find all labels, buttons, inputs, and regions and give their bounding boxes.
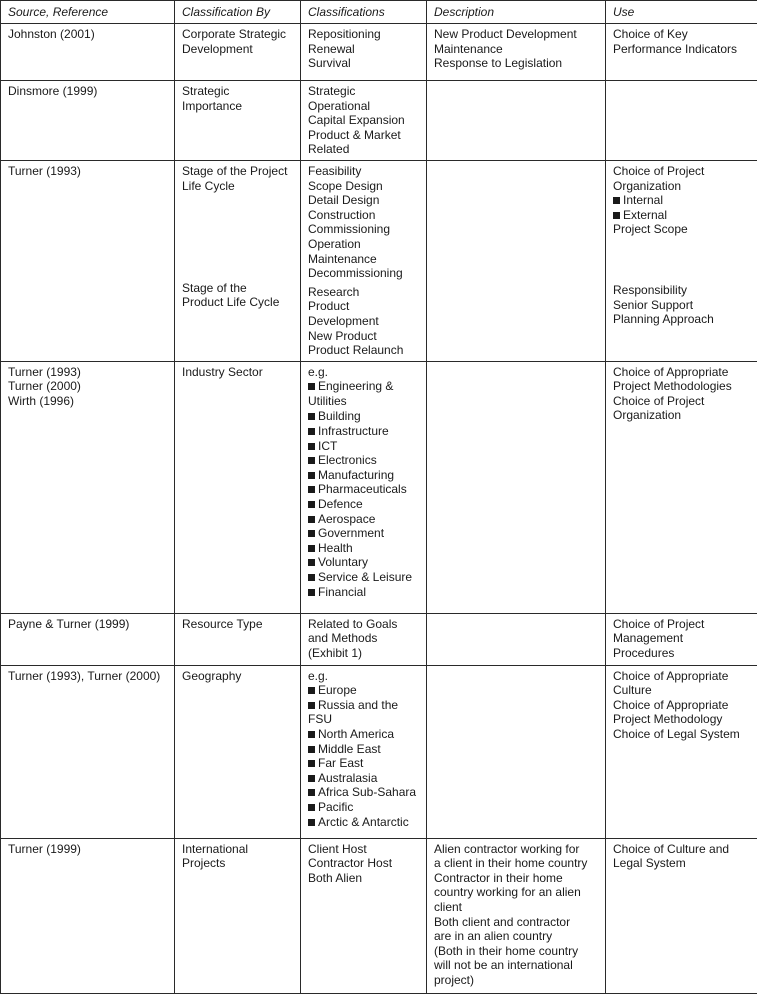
bullet-square-icon: [308, 775, 315, 782]
bullet-square-icon: [308, 789, 315, 796]
classification-by-cell: [175, 81, 301, 161]
use-text: Performance Indicators: [613, 42, 753, 57]
use-cell: [606, 665, 757, 838]
use-bullet-text: Internal: [623, 193, 663, 207]
bullet-item: Arctic & Antarctic: [308, 815, 422, 830]
classification-item: Scope Design: [308, 179, 422, 194]
use-text: Procedures: [613, 646, 753, 661]
classification-item: Contractor Host: [308, 856, 422, 871]
classifications-cell: [301, 24, 427, 81]
classifications-cell: [301, 81, 427, 161]
table-row-dinsmore: [1, 81, 757, 161]
source-text: Johnston (2001): [8, 27, 170, 42]
classification-item: Commissioning: [308, 222, 422, 237]
source-text: Payne & Turner (1999): [8, 617, 170, 632]
bullet-square-icon: [308, 702, 315, 709]
classification-by-cell: [175, 24, 301, 81]
classification-item: Related to Goals: [308, 617, 422, 632]
bullet-square-icon: [308, 443, 315, 450]
classification-item: Capital Expansion: [308, 113, 422, 128]
description-cell: [427, 81, 606, 161]
use-text: Choice of Culture and: [613, 842, 753, 857]
bullet-square-icon: [308, 819, 315, 826]
bullet-square-icon: [308, 559, 315, 566]
description-text: project): [434, 973, 601, 988]
bullet-item: Defence: [308, 497, 422, 512]
use-text: Management: [613, 631, 753, 646]
description-cell: [427, 24, 606, 81]
classification-item: Product: [308, 299, 422, 314]
description-text: Response to Legislation: [434, 56, 601, 71]
classification-item: Construction: [308, 208, 422, 223]
classification-by-cell: [175, 361, 301, 613]
description-cell: [427, 838, 606, 993]
classification-item: Feasibility: [308, 164, 422, 179]
bullet-item: Voluntary: [308, 555, 422, 570]
source-cell: [1, 160, 175, 361]
table-row-turner-1993: [1, 160, 757, 361]
source-cell: [1, 81, 175, 161]
source-text: Wirth (1996): [8, 394, 170, 409]
use-text: Choice of Legal System: [613, 727, 753, 742]
header-source: Source, Reference: [1, 1, 175, 24]
classification-by-text: Life Cycle: [182, 179, 296, 194]
classification-by-text: International: [182, 842, 296, 857]
description-text: client: [434, 900, 601, 915]
source-text: Dinsmore (1999): [8, 84, 170, 99]
bullet-item: Europe: [308, 683, 422, 698]
use-text: Responsibility: [613, 283, 753, 298]
classification-item: Renewal: [308, 42, 422, 57]
bullet-item: Building: [308, 409, 422, 424]
bullet-item: Russia and the: [308, 698, 422, 713]
classification-item: Operational: [308, 99, 422, 114]
classification-by-text: Development: [182, 42, 296, 57]
classifications-cell: [301, 361, 427, 613]
bullet-square-icon: [308, 530, 315, 537]
source-cell: [1, 665, 175, 838]
use-text: Organization: [613, 179, 753, 194]
use-text: Culture: [613, 683, 753, 698]
use-bullet-text: External: [623, 208, 667, 222]
description-text: are in an alien country: [434, 929, 601, 944]
classification-item: and Methods: [308, 631, 422, 646]
bullet-square-icon: [308, 486, 315, 493]
use-cell: [606, 361, 757, 613]
use-text: Senior Support: [613, 298, 753, 313]
source-cell: [1, 24, 175, 81]
header-use: Use: [606, 1, 757, 24]
description-text: New Product Development: [434, 27, 601, 42]
classification-by-cell: [175, 838, 301, 993]
table-row-industry-sector: [1, 361, 757, 613]
bullet-item: Australasia: [308, 771, 422, 786]
classification-item: Repositioning: [308, 27, 422, 42]
bullet-item: Far East: [308, 756, 422, 771]
classification-by-text: Resource Type: [182, 617, 296, 632]
description-text: country working for an alien: [434, 885, 601, 900]
classification-by-text: Importance: [182, 99, 296, 114]
classifications-cell: [301, 160, 427, 361]
bullet-item: North America: [308, 727, 422, 742]
use-text: Project Methodologies: [613, 379, 753, 394]
bullet-continuation: Utilities: [308, 394, 422, 409]
bullet-square-icon: [613, 212, 620, 219]
classification-by-text: Stage of the Project: [182, 164, 296, 179]
bullet-item: Aerospace: [308, 512, 422, 527]
bullet-item: Government: [308, 526, 422, 541]
description-cell: [427, 665, 606, 838]
use-text: Organization: [613, 408, 753, 423]
use-cell: [606, 160, 757, 361]
table-row-johnston: [1, 24, 757, 81]
use-cell: [606, 838, 757, 993]
description-text: Maintenance: [434, 42, 601, 57]
source-cell: [1, 361, 175, 613]
use-text: Choice of Project: [613, 164, 753, 179]
classification-by-cell: [175, 613, 301, 665]
header-classifications: Classifications: [301, 1, 427, 24]
classification-by-text: Strategic: [182, 84, 296, 99]
classification-item: Maintenance: [308, 252, 422, 267]
use-bullet-item: [613, 193, 753, 208]
source-text: Turner (2000): [8, 379, 170, 394]
classifications-cell: [301, 613, 427, 665]
use-text: Choice of Project: [613, 617, 753, 632]
description-text: Both client and contractor: [434, 915, 601, 930]
classification-item: (Exhibit 1): [308, 646, 422, 661]
bullet-square-icon: [308, 545, 315, 552]
source-text: Turner (1993): [8, 164, 170, 179]
bullet-item: Engineering &: [308, 379, 422, 394]
use-cell: [606, 613, 757, 665]
bullet-square-icon: [308, 472, 315, 479]
bullet-square-icon: [308, 760, 315, 767]
source-text: Turner (1993), Turner (2000): [8, 669, 170, 684]
source-text: Turner (1999): [8, 842, 170, 857]
classification-by-text: Stage of the: [182, 281, 296, 296]
bullet-item: Pharmaceuticals: [308, 482, 422, 497]
eg-label: e.g.: [308, 365, 422, 380]
bullet-square-icon: [308, 687, 315, 694]
header-classification-by: Classification By: [175, 1, 301, 24]
table-row-resource-type: [1, 613, 757, 665]
classification-item: Strategic: [308, 84, 422, 99]
bullet-square-icon: [308, 804, 315, 811]
use-text: Choice of Appropriate: [613, 669, 753, 684]
source-cell: [1, 613, 175, 665]
classification-by-text: Corporate Strategic: [182, 27, 296, 42]
table-row-international: [1, 838, 757, 993]
bullet-square-icon: [308, 457, 315, 464]
classification-item: Operation: [308, 237, 422, 252]
classification-item: Detail Design: [308, 193, 422, 208]
bullet-item: ICT: [308, 439, 422, 454]
bullet-continuation: FSU: [308, 712, 422, 727]
classification-item: Survival: [308, 56, 422, 71]
use-cell: [606, 81, 757, 161]
use-text: Choice of Key: [613, 27, 753, 42]
use-text: Choice of Appropriate: [613, 698, 753, 713]
classification-item: New Product: [308, 329, 422, 344]
bullet-item: Africa Sub-Sahara: [308, 785, 422, 800]
classification-by-text: Projects: [182, 856, 296, 871]
eg-label: e.g.: [308, 669, 422, 684]
classifications-cell: [301, 838, 427, 993]
description-text: Alien contractor working for: [434, 842, 601, 857]
description-cell: [427, 160, 606, 361]
description-text: (Both in their home country: [434, 944, 601, 959]
header-description: Description: [427, 1, 606, 24]
bullet-square-icon: [308, 413, 315, 420]
bullet-item: Middle East: [308, 742, 422, 757]
bullet-square-icon: [308, 746, 315, 753]
classification-item: Both Alien: [308, 871, 422, 886]
bullet-item: Infrastructure: [308, 424, 422, 439]
description-cell: [427, 613, 606, 665]
bullet-square-icon: [308, 428, 315, 435]
bullet-square-icon: [613, 197, 620, 204]
use-text: Choice of Appropriate: [613, 365, 753, 380]
source-text: Turner (1993): [8, 365, 170, 380]
bullet-item: Service & Leisure: [308, 570, 422, 585]
classifications-cell: [301, 665, 427, 838]
description-text: Contractor in their home: [434, 871, 601, 886]
classification-by-cell: [175, 665, 301, 838]
header-row: [1, 1, 757, 24]
description-text: will not be an international: [434, 958, 601, 973]
classification-item: Product & Market: [308, 128, 422, 143]
use-text: Choice of Project: [613, 394, 753, 409]
classification-item: Decommissioning: [308, 266, 422, 281]
classification-by-text: Industry Sector: [182, 365, 296, 380]
source-cell: [1, 838, 175, 993]
use-text: Planning Approach: [613, 312, 753, 327]
classification-item: Development: [308, 314, 422, 329]
use-cell: [606, 24, 757, 81]
bullet-item: Electronics: [308, 453, 422, 468]
bullet-item: Financial: [308, 585, 422, 600]
classification-by-text: Product Life Cycle: [182, 295, 296, 310]
description-text: a client in their home country: [434, 856, 601, 871]
classification-by-text: Geography: [182, 669, 296, 684]
use-text: Project Methodology: [613, 712, 753, 727]
description-cell: [427, 361, 606, 613]
bullet-square-icon: [308, 574, 315, 581]
classification-item: Client Host: [308, 842, 422, 857]
classification-item: Related: [308, 142, 422, 157]
bullet-square-icon: [308, 501, 315, 508]
bullet-square-icon: [308, 731, 315, 738]
table-row-geography: [1, 665, 757, 838]
bullet-square-icon: [308, 383, 315, 390]
bullet-square-icon: [308, 589, 315, 596]
bullet-item: Manufacturing: [308, 468, 422, 483]
use-text: Project Scope: [613, 222, 753, 237]
use-bullet-item: [613, 208, 753, 223]
classification-item: Research: [308, 285, 422, 300]
classification-item: Product Relaunch: [308, 343, 422, 358]
classification-by-cell: [175, 160, 301, 361]
bullet-item: Pacific: [308, 800, 422, 815]
use-text: Legal System: [613, 856, 753, 871]
bullet-item: Health: [308, 541, 422, 556]
bullet-square-icon: [308, 516, 315, 523]
